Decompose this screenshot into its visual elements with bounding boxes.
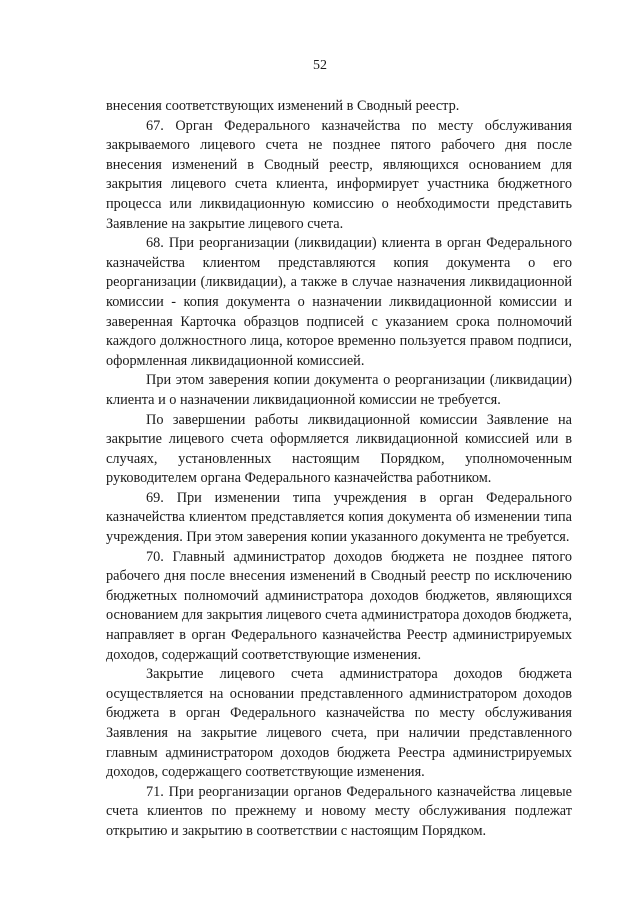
- page-number: 52: [313, 58, 327, 73]
- paragraph-69: 69. При изменении типа учреждения в орган Федерального казначейства клиентом представляется копия документа об изменении типа учреждения. При этом заверения копии указанного документа не требуется.: [106, 489, 572, 546]
- paragraph-67: 67. Орган Федерального казначейства по месту обслуживания закрываемого лицевого счета не позднее пятого рабочего дня после внесения изменений в Сводный реестр, являющихся основанием для закрытия лицевого счета клиента, информирует участника бюджетного процесса или ликвидационную комиссию о необходимости представить Заявление на закрытие лицевого счета.: [106, 117, 572, 232]
- paragraph-68-note: При этом заверения копии документа о реорганизации (ликвидации) клиента и о назначении ликвидационной комиссии не требуется.: [106, 372, 572, 408]
- document-body: [106, 97, 572, 842]
- paragraph-71: 71. При реорганизации органов Федерального казначейства лицевые счета клиентов по прежнему и новому месту обслуживания подлежат открытию и закрытию в соответствии с настоящим Порядком.: [106, 783, 572, 839]
- paragraph-70-closing: Закрытие лицевого счета администратора доходов бюджета осуществляется на основании представленного администратором доходов бюджета в орган Федерального казначейства по месту обслуживания Заявления на закрытие лицевого счета, при наличии представленного главным администратором доходов бюджета Реестра администрируемых доходов, содержащего соответствующие изменения.: [106, 666, 572, 781]
- paragraph-70: 70. Главный администратор доходов бюджета не позднее пятого рабочего дня после внесения изменений в Сводный реестр по исключению бюджетных полномочий администратора доходов бюджетов, являющихся основанием для закрытия лицевого счета администратора доходов бюджета, направляет в орган Федерального казначейства Реестр администрируемых доходов, содержащий соответствующие изменения.: [106, 548, 572, 663]
- paragraph-68: 68. При реорганизации (ликвидации) клиента в орган Федерального казначейства клиентом представляются копия документа о его реорганизации (ликвидации), а также в случае назначения ликвидационной комиссии - копия документа о назначении ликвидационной комиссии и заверенная Карточка образцов подписей с указанием срока полномочий каждого должностного лица, которое временно пользуется правом подписи, оформленная ликвидационной комиссией.: [106, 235, 572, 369]
- paragraph-68-liquidation: По завершении работы ликвидационной комиссии Заявление на закрытие лицевого счета оформляется ликвидационной комиссией или в случаях, установленных настоящим Порядком, уполномоченным руководителем органа Федерального казначейства работником.: [106, 411, 572, 487]
- paragraph-continuation: внесения соответствующих изменений в Сводный реестр.: [106, 98, 460, 114]
